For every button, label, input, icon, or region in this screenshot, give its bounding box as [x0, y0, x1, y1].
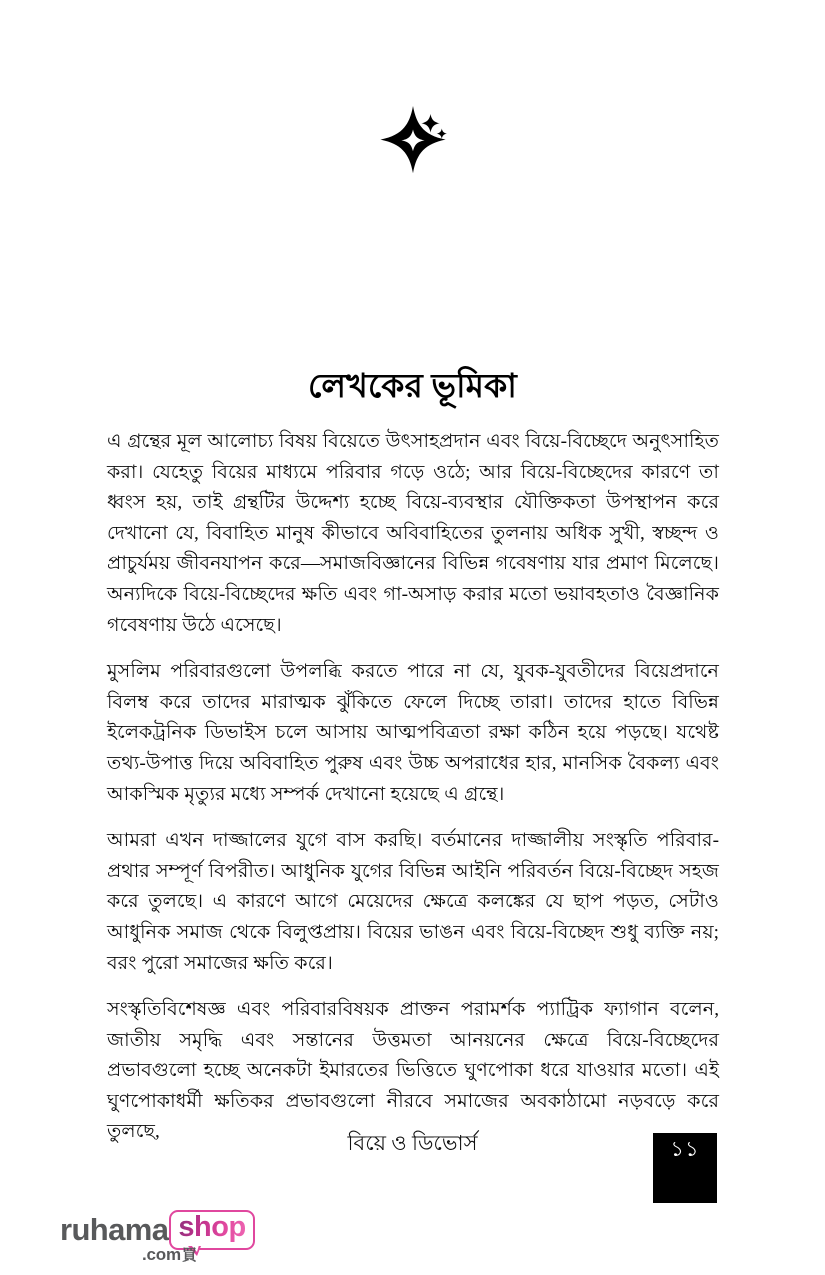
ruhamashop-logo — [60, 1211, 246, 1270]
logo-cjk-glyph: 買 — [181, 1246, 197, 1264]
four-pointed-sparkle-ornament-icon — [373, 104, 453, 186]
logo-domain-row — [142, 1245, 197, 1265]
logo-wordmark-row — [60, 1211, 246, 1248]
logo-domain-suffix: .com — [142, 1245, 181, 1264]
page-number-badge — [653, 1133, 717, 1203]
page-number: ১১ — [670, 1137, 700, 1161]
logo-brand-second: shop — [178, 1211, 246, 1243]
chapter-body — [107, 427, 719, 1148]
page-footer — [0, 1128, 825, 1174]
body-paragraph: সংস্কৃতিবিশেষজ্ঞ এবং পরিবারবিষয়ক প্রাক্তন পরামর্শক প্যাট্রিক ফ্যাগান বলেন, জাতীয় সমৃদ্ধি এবং সন্তানের উত্তমতা আনয়নের ক্ষেত্রে বিয়ে-বিচ্ছেদের প্রভাবগুলো হচ্ছে অনেকটা ইমারতের ভিত্তিতে ঘুণপোকা ধরে যাওয়ার মতো। এই ঘুণপোকাধর্মী ক্ষতিকর প্রভাবগুলো নীরবে সমাজের অবকাঠামো নড়বড়ে করে তুলছে, — [107, 999, 719, 1143]
footer-book-title: বিয়ে ও ডিভোর্স — [347, 1131, 478, 1155]
body-paragraph: মুসলিম পরিবারগুলো উপলব্ধি করতে পারে না যে, যুবক-যুবতীদের বিয়েপ্রদানে বিলম্ব করে তাদের মারাত্মক ঝুঁকিতে ফেলে দিচ্ছে তারা। তাদের হাতে বিভিন্ন ইলেকট্রনিক ডিভাইস চলে আসায় আত্মপবিত্রতা রক্ষা কঠিন হয়ে পড়ছে। যথেষ্ট তথ্য-উপাত্ত দিয়ে অবিবাহিত পুরুষ এবং উচ্চ অপরাধের হার, মানসিক বৈকল্য এবং আকস্মিক মৃত্যুর মধ্যে সম্পর্ক দেখানো হয়েছে এ গ্রন্থে। — [107, 661, 719, 805]
chapter-title: লেখকের ভূমিকা — [307, 369, 517, 406]
logo-brand-first: ruhama — [60, 1212, 169, 1247]
chapter-ornament — [0, 104, 825, 186]
body-paragraph: এ গ্রন্থের মূল আলোচ্য বিষয় বিয়েতে উৎসাহপ্রদান এবং বিয়ে-বিচ্ছেদে অনুৎসাহিত করা। যেহেতু বিয়ের মাধ্যমে পরিবার গড়ে ওঠে; আর বিয়ে-বিচ্ছেদের কারণে তা ধ্বংস হয়, তাই গ্রন্থটির উদ্দেশ্য হচ্ছে বিয়ে-ব্যবস্থার যৌক্তিকতা উপস্থাপন করে দেখানো যে, বিবাহিত মানুষ কীভাবে অবিবাহিতের তুলনায় অধিক সুখী, স্বচ্ছন্দ ও প্রাচুর্যময় জীবনযাপন করে—সমাজবিজ্ঞানের বিভিন্ন গবেষণায় যার প্রমাণ মিলেছে। অন্যদিকে বিয়ে-বিচ্ছেদের ক্ষতি এবং গা-অসাড় করার মতো ভয়াবহতাও বৈজ্ঞানিক গবেষণায় উঠে এসেছে। — [107, 431, 719, 636]
body-paragraph: আমরা এখন দাজ্জালের যুগে বাস করছি। বর্তমানের দাজ্জালীয় সংস্কৃতি পরিবার-প্রথার সম্পূর্ণ বিপরীত। আধুনিক যুগের বিভিন্ন আইনি পরিবর্তন বিয়ে-বিচ্ছেদ সহজ করে তুলছে। এ কারণে আগে মেয়েদের ক্ষেত্রে কলঙ্কের যে ছাপ পড়ত, সেটাও আধুনিক সমাজ থেকে বিলুপ্তপ্রায়। বিয়ের ভাঙন এবং বিয়ে-বিচ্ছেদ শুধু ব্যক্তি নয়; বরং পুরো সমাজের ক্ষতি করে। — [107, 830, 719, 974]
logo-speech-bubble — [169, 1210, 254, 1250]
